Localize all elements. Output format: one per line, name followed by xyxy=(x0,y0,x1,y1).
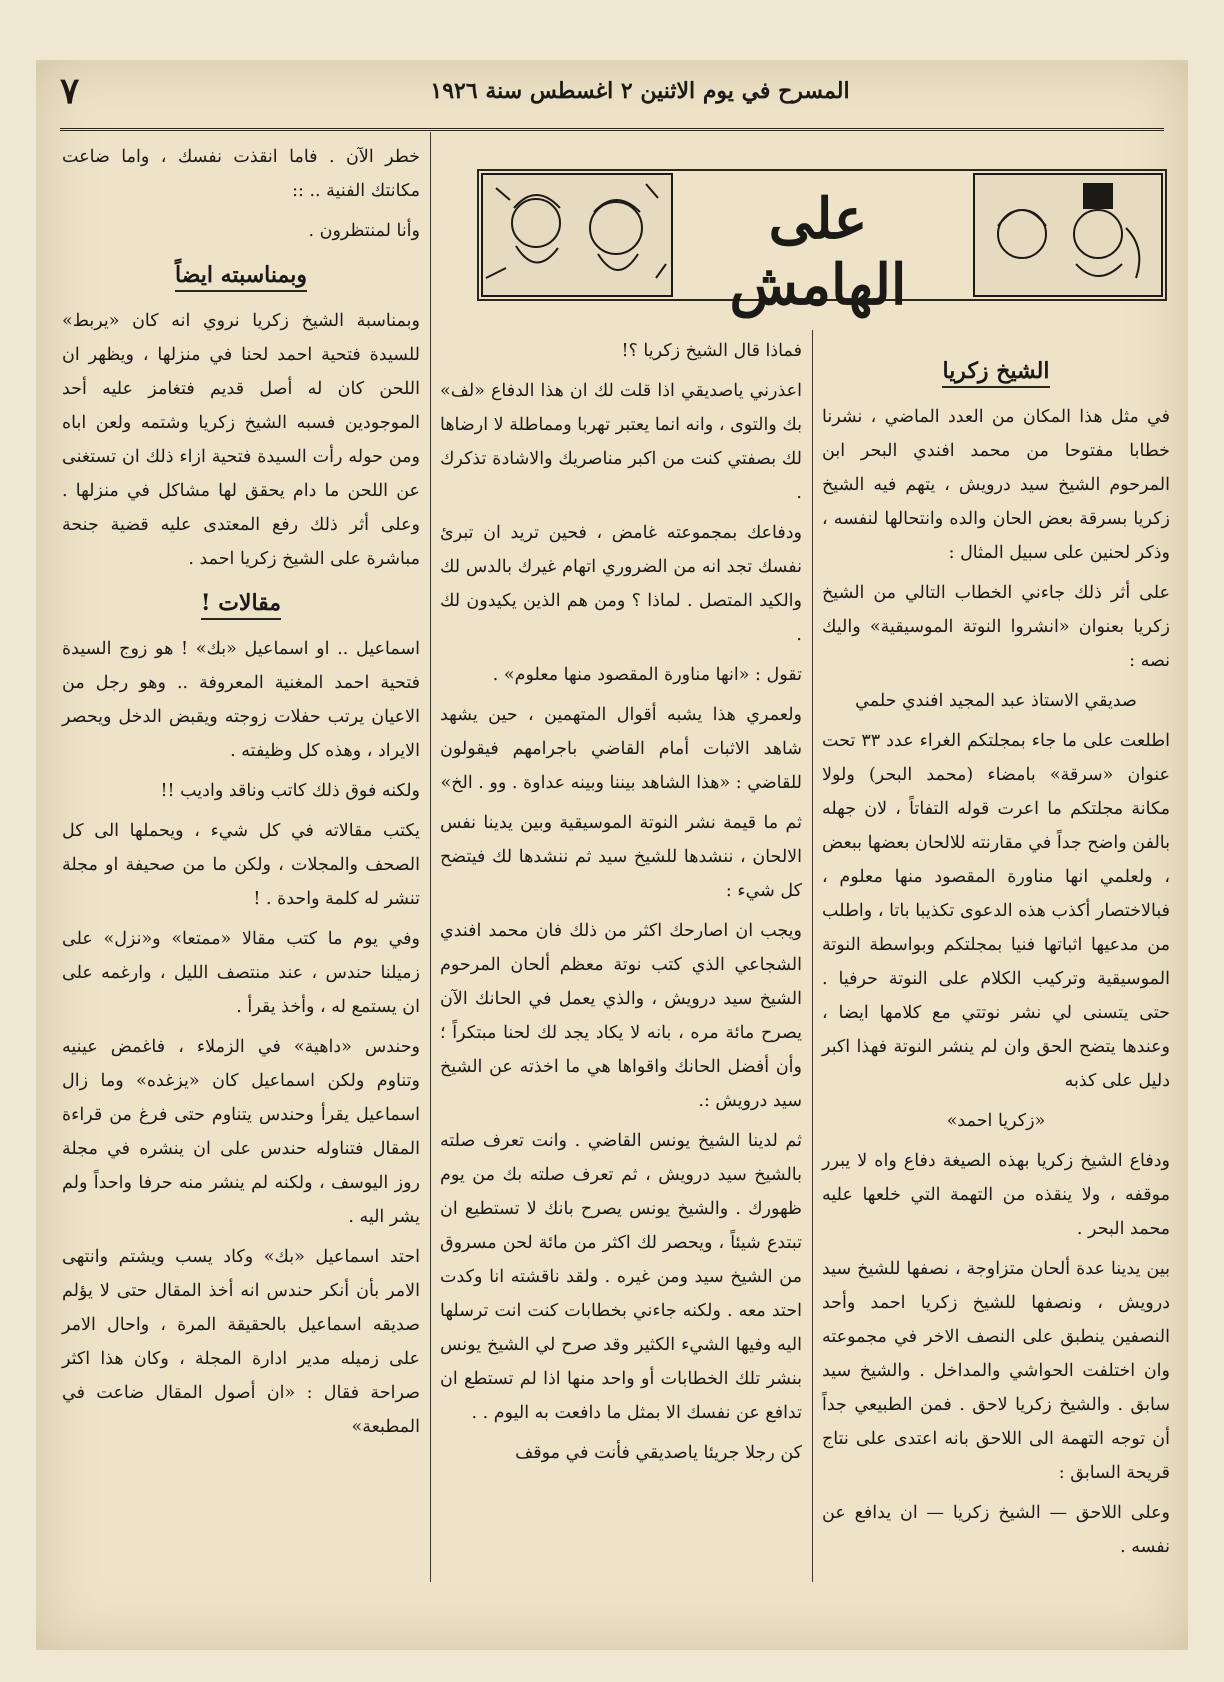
top-rule xyxy=(60,128,1164,131)
paragraph: فماذا قال الشيخ زكريا ؟! xyxy=(621,341,802,361)
letter-signature: «زكريا احمد» xyxy=(946,1111,1046,1131)
paragraph: تقول : «انها مناورة المقصود منها معلوم» . xyxy=(492,665,802,685)
section-banner xyxy=(476,168,1168,318)
section-heading-text: مقالات ! xyxy=(201,590,281,620)
paragraph: وعلى اللاحق — الشيخ زكريا — ان يدافع عن نفسه . xyxy=(822,1503,1170,1557)
article-heading xyxy=(822,354,1170,388)
header-title: المسرح في يوم الاثنين ٢ اغسطس سنة ١٩٢٦ xyxy=(430,78,850,104)
paragraph: ودفاع الشيخ زكريا بهذه الصيغة دفاع واه لا يبرر موقفه ، ولا ينقذه من التهمة التي خلعها عليه محمد البحر . xyxy=(822,1151,1170,1239)
column-divider-left xyxy=(430,132,431,1582)
banner-sketch-right xyxy=(974,174,1162,296)
column-divider-right xyxy=(812,330,813,1582)
paragraph: بين يدينا عدة ألحان متزاوجة ، نصفها للشيخ سيد درويش ، ونصفها للشيخ زكريا احمد وأحد النصفين ينطبق على النصف الاخر في مجموعته وان اختلفت الحواشي والمداخل . والشيخ سيد سابق . والشيخ زكريا لاحق . فمن الطبيعي جداً أن توجه التهمة الى اللاحق بانه اعتدى على نتاج قريحة السابق : xyxy=(822,1259,1170,1483)
section-heading xyxy=(62,258,420,292)
column-left xyxy=(62,140,420,1450)
paragraph: ويجب ان اصارحك اكثر من ذلك فان محمد افندي الشجاعي الذي كتب نوتة معظم ألحان المرحوم الشيخ سيد درويش ، والذي يعمل في الحانك الآن يصرح مائة مره ، بانه لا يكاد يجد لك لحنا مبتكراً ؛ وأن أفضل الحانك واقواها هي ما اخذته عن الشيخ سيد درويش :. xyxy=(440,921,802,1111)
column-right xyxy=(822,344,1170,1570)
banner-sketch-left xyxy=(482,174,672,296)
paragraph: اسماعيل .. او اسماعيل «بك» ! هو زوج السيدة فتحية احمد المغنية المعروفة .. وهو رجل من الاعيان يرتب حفلات زوجته ويقبض الدخل ويحصر الايراد ، وهذه كل وظيفته . xyxy=(62,639,420,761)
paragraph: وأنا لمنتظرون . xyxy=(308,221,420,241)
masthead xyxy=(60,70,1164,130)
column-middle xyxy=(440,334,802,1476)
paragraph: وفي يوم ما كتب مقالا «ممتعا» و«نزل» على زميلنا حندس ، عند منتصف الليل ، وارغمه على ان يستمع له ، وأخذ يقرأ . xyxy=(62,929,420,1017)
letter-salutation: صديقي الاستاذ عبد المجيد افندي حلمي xyxy=(855,691,1137,711)
section-heading xyxy=(62,586,420,620)
paragraph: يكتب مقالاته في كل شيء ، ويحملها الى كل الصحف والمجلات ، ولكن ما من صحيفة او مجلة تنشر له كلمة واحدة . ! xyxy=(62,821,420,909)
paragraph: ودفاعك بمجموعته غامض ، فحين تريد ان تبرئ نفسك تجد انه من الضروري اتهام غيرك بالدس لك والكيد المتصل . لماذا ؟ ومن هم الذين يكيدون لك . xyxy=(440,523,802,645)
paragraph: وبمناسبة الشيخ زكريا نروي انه كان «يربط» للسيدة فتحية احمد لحنا في منزلها ، ويظهر ان اللحن كان له أصل قديم فتغامز عليه أحد الموجودين فسبه الشيخ زكريا وشتمه ولعن اباه ومن حوله رأت السيدة فتحية ازاء ذلك ان تستغنى عن اللحن ما دام يحقق لها مشاكل في منزلها . وعلى أثر ذلك رفع المعتدى عليه قضية جنحة مباشرة على الشيخ زكريا احمد . xyxy=(62,311,420,569)
section-heading-text: وبمناسبته ايضاً xyxy=(175,262,307,292)
paragraph: كن رجلا جريئا ياصديقي فأنت في موقف xyxy=(515,1443,802,1463)
paragraph: ولكنه فوق ذلك كاتب وناقد واديب !! xyxy=(160,781,420,801)
page-number: ٧ xyxy=(60,70,80,112)
letter-body: اطلعت على ما جاء بمجلتكم الغراء عدد ٣٣ تحت عنوان «سرقة» بامضاء (محمد البحر) ولولا مكانة مجلتكم ما اعرت قوله التفاتاً ، لان جهله بالفن واضح جداً في مقارنته للالحان بعضها ببعض ، ولعلمي انها مناورة المقصود منها معلوم ، فبالاختصار أكذب هذه الدعوى تكذيبا باتا ، واطلب من مدعيها اثباتها فنيا بمجلتكم وبواسطة النوتة الموسيقية وتركيب الكلام على النوتة حرفيا . حتى يتسنى لي نشر نوتتي مع كلامها ايضا ، وعندها يتضح الحق وان لم ينشر النوتة فهذا اكبر دليل على كذبه xyxy=(822,731,1170,1091)
paragraph: ثم ما قيمة نشر النوتة الموسيقية وبين يدينا نفس الالحان ، ننشدها للشيخ سيد ثم ننشدها لك فيتضح كل شيء : xyxy=(440,813,802,901)
paragraph: اعذرني ياصديقي اذا قلت لك ان هذا الدفاع «لف» بك والتوى ، وانه انما يعتبر تهربا ومماطلة لا ارضاها لك بصفتي كنت من اكبر مناصريك والاشادة تذكرك . xyxy=(440,381,802,503)
banner-title: على الهامش xyxy=(729,186,907,318)
paragraph: ولعمري هذا يشبه أقوال المتهمين ، حين يشهد شاهد الاثبات أمام القاضي باجرامهم فيقولون للقاضي : «هذا الشاهد بيننا وبينه عداوة . وو . الخ» xyxy=(440,705,802,793)
paragraph: وحندس «داهية» في الزملاء ، فاغمض عينيه وتناوم ولكن اسماعيل كان «يزغده» وما زال اسماعيل يقرأ وحندس يتناوم حتى فرغ من قراءة المقال فتناوله حندس على ان ينشره في مجلة روز اليوسف ، ولكنه لم ينشر منه حرفا واحداً ولم يشر اليه . xyxy=(62,1037,420,1227)
paragraph: احتد اسماعيل «بك» وكاد يسب ويشتم وانتهى الامر بأن أنكر حندس انه أخذ المقال حتى لا يؤلم صديقه اسماعيل بالحقيقة المرة ، واحال الامر على زميله مدير ادارة المجلة ، وكان هذا اكثر صراحة فقال : «ان أصول المقال ضاعت في المطبعة» xyxy=(62,1247,420,1437)
paragraph: ثم لدينا الشيخ يونس القاضي . وانت تعرف صلته بالشيخ سيد درويش ، ثم تعرف صلته بك من يوم ظهورك . والشيخ يونس يصرح بانك لا تستطيع ان تبتدع شيئاً ، ويحصر لك اكثر من مائة لحن مسروق من الشيخ سيد ومن غيره . ولقد ناقشته انا وكدت احتد معه . ولكنه جاءني بخطابات كنت انت ترسلها اليه وفيها الشيء الكثير وقد صرح لي الشيخ يونس بنشر تلك الخطابات أو واحد منها اذا لم تستطع ان تدافع عن نفسك الا بمثل ما دافعت به اليوم . . xyxy=(440,1131,802,1423)
paragraph: على أثر ذلك جاءني الخطاب التالي من الشيخ زكريا بعنوان «انشروا النوتة الموسيقية» واليك نصه : xyxy=(822,583,1170,671)
paragraph: خطر الآن . فاما انقذت نفسك ، واما ضاعت مكانتك الفنية .. :: xyxy=(62,147,420,201)
article-heading-text: الشيخ زكريا xyxy=(942,358,1049,388)
paragraph: في مثل هذا المكان من العدد الماضي ، نشرنا خطابا مفتوحا من محمد افندي البحر ابن المرحوم الشيخ سيد درويش ، يتهم فيه الشيخ زكريا بسرقة بعض الحان والده وانتحالها لنفسه ، وذكر لحنين على سبيل المثال : xyxy=(822,407,1170,563)
